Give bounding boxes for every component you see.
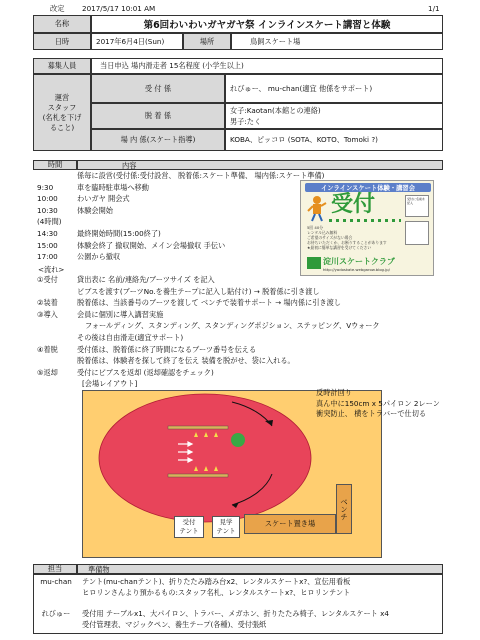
- poster-club: 淀川スケートクラブ: [323, 257, 395, 266]
- date-label: 日時: [33, 33, 91, 50]
- page-number: 1/1: [428, 4, 440, 13]
- role-reception: 受 付 係: [91, 74, 225, 103]
- flow-step: ④着脱 受付係は、脱着係に終了時間になるブーツ番号を伝える: [37, 344, 257, 354]
- poster-divider: [329, 219, 401, 222]
- schedule-intro: 係毎に設営(受付係:受付設営、 脱着係:スケート準備、 場内係:スケート準備): [77, 171, 325, 180]
- owner-cell: mu-chan: [40, 577, 72, 586]
- recruit-label: 募集人員: [33, 58, 91, 74]
- items-cell: テント(mu-chanテント)、折りたたみ踏み台x2、レンタルスケートx?、宣伝用看板 ヒロリンさんより預かるもの:スタッフ名札、レンタルスケートx?、ヒロリンテント: [82, 577, 351, 597]
- poster-photo: [405, 221, 429, 245]
- schedule-item: 9:30 車を臨時駐車場へ移動: [37, 182, 149, 192]
- people-reception: れびゅー、 mu-chan(適宜 他係をサポート): [225, 74, 443, 103]
- poster-title: 受付: [331, 192, 376, 217]
- event-name: 第6回わいわいガヤガヤ祭 インラインスケート講習と体験: [91, 15, 443, 33]
- recruit-value: 当日申込 場内滑走者 15名程度 (小学生以上): [91, 58, 443, 74]
- name-label: 名称: [33, 15, 91, 33]
- flow-list: ①受付 貸出表に 名前/連絡先/ブーツサイズ を記入 ビブスを渡す(ブーツNo.を養生テープに記入し貼付け) → 脱着係に引き渡し ②装着 脱着係は、当該番号のブーツを渡して ベンチで装着サポート → 場内係に引き渡し ③導入 会員に個別に導入講習実施 フォールディング、スタンディング、スタンディングポジション、ステッピング、Vウォーク その後は自由滑走(適宜サポート) ④着脱 受付係は、脱着係に終了時間になるブーツ番号を伝える 脱着係は、体験者を探して終了を伝え 装備を脱がせ、袋に入れる。 ⑤返却 受付にビブスを返却 (返却確認をチェック): [33, 274, 443, 378]
- staff-label: 運営 スタッフ (名札を下げ ること): [33, 74, 91, 151]
- equipment-table: [33, 574, 443, 634]
- people-changing: 女子:Kaotan(本館との連絡) 男子:たく: [225, 103, 443, 129]
- owner-cell: れびゅー: [41, 609, 71, 618]
- revised-label: 改定: [50, 4, 65, 13]
- content-header: 内容: [77, 160, 443, 170]
- layout-note: 反時計回り 真ん中に150cm x 5パイロン 2レーン 衝突防止、 横をトラバーで仕切る: [316, 388, 440, 418]
- visit-tent: 見学 テント: [212, 516, 240, 538]
- flow-step: ③導入 会員に個別に導入講習実施: [37, 309, 164, 319]
- club-logo-icon: [307, 257, 321, 269]
- schedule-item: 10:30 体験会開始: [37, 205, 113, 215]
- items-cell: 受付用 テーブルx1、大パイロン、トラバー、メガホン、折りたたみ椅子、レンタルスケート x4 受付管理表、マジックペン、養生テープ(各種)、受付張紙: [82, 609, 389, 629]
- role-rink: 場 内 係(スケート指導): [91, 129, 225, 151]
- bench: ベンチ: [336, 484, 352, 534]
- reception-poster: [300, 180, 434, 276]
- schedule-item: 15:00 体験会終了 撤収開始、メイン会場撤収 手伝い: [37, 240, 226, 250]
- owner-header: 担当: [33, 564, 77, 574]
- poster-top-text: インラインスケート体験・講習会: [305, 183, 431, 192]
- flow-step: ①受付 貸出表に 名前/連絡先/ブーツサイズ を記入: [37, 275, 215, 284]
- flow-step: ⑤返却 受付にビブスを返却 (返却確認をチェック): [37, 367, 214, 377]
- schedule-item: 17:00 公園から撤収: [37, 252, 121, 262]
- skater-icon: [307, 195, 327, 225]
- poster-url: http://yodoskate.webgarow.blog.jp/: [323, 267, 390, 272]
- items-header: 準備物: [77, 564, 443, 574]
- reception-tent: 受付 テント: [174, 516, 204, 538]
- schedule-item: (4時間): [37, 217, 62, 227]
- schedule-item: 10:00 わいガヤ 開会式: [37, 194, 130, 204]
- poster-side-card: 受付に名前を記入: [405, 195, 429, 217]
- flow-step: ②装着 脱着係は、当該番号のブーツを渡して ベンチで装着サポート → 場内係に引き渡し: [37, 298, 341, 308]
- layout-title: [会場レイアウト]: [82, 379, 138, 388]
- role-changing: 脱 着 係: [91, 103, 225, 129]
- place-label: 場所: [183, 33, 231, 50]
- revised-date: 2017/5/17 10:01 AM: [82, 4, 156, 13]
- skate-storage: スケート置き場: [244, 514, 336, 534]
- schedule-item: 14:30 最終開始時間(15:00終了): [37, 228, 161, 238]
- time-header: 時間: [33, 160, 77, 170]
- people-rink: KOBA、ピッコロ (SOTA、KOTO、Tomoki ?): [225, 129, 443, 151]
- flow-header: <流れ>: [38, 265, 65, 274]
- event-place: 鳥飼スケート場: [231, 33, 443, 50]
- poster-notes: 5回 40分 レンタル込み無料 ご希望のサイズがない場合 お待ちいただくか、お断りすることがあります ★最初に簡単な講習を受けてください: [307, 225, 387, 250]
- event-date: 2017年6月4日(Sun): [91, 33, 183, 50]
